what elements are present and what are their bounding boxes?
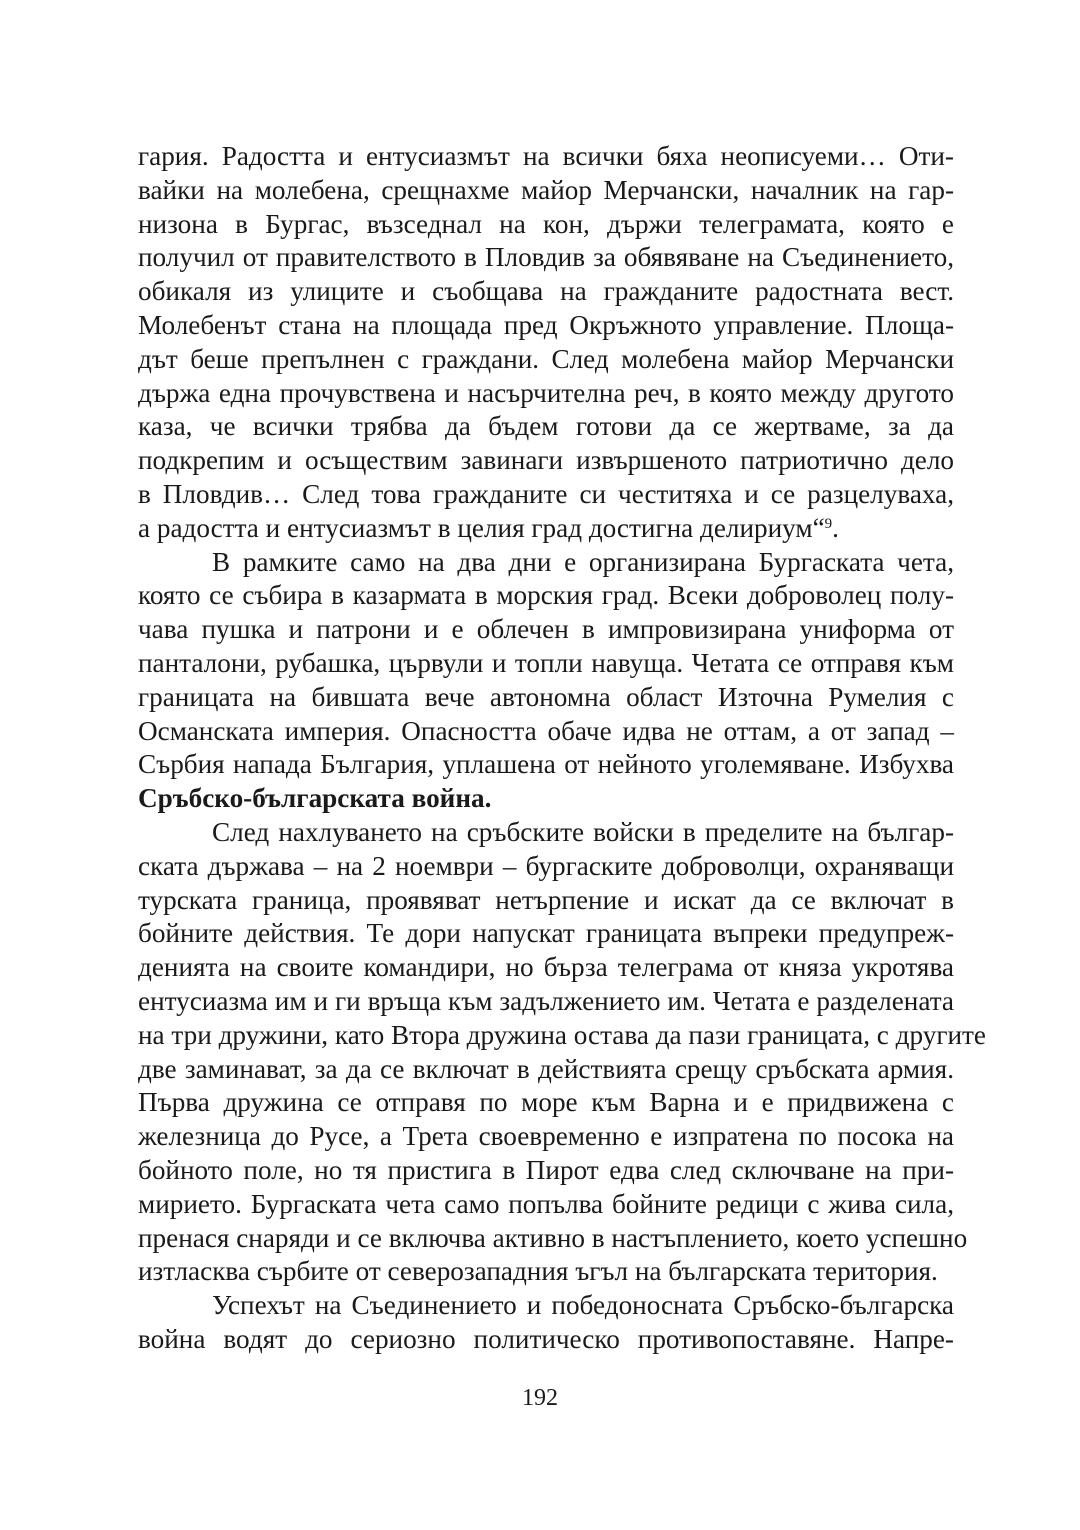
- paragraph-serbian-invasion: [138, 816, 986, 1289]
- text-line: железница до Русе, а Трета своевременно е изпратена по посока на: [138, 1121, 954, 1152]
- text-line: в Пловдив… След това гражданите си честитяха и се разцелуваха,: [138, 478, 954, 509]
- text-line: каза, че всички трябва да бъдем готови да се жертваме, за да: [138, 411, 954, 442]
- text-line: държа една прочувствена и насърчителна реч, в която между другото: [138, 377, 954, 408]
- text-line: на три дружини, като Втора дружина остава да пази границата, с другите: [138, 1019, 986, 1050]
- text-line: низона в Бургас, възседнал на кон, държи телеграмата, която е: [138, 208, 954, 239]
- text-line: Сърбия напада България, уплашена от нейното уголемяване. Избухва: [138, 749, 954, 780]
- page-number: 192: [522, 1385, 558, 1411]
- text-line: изтласква сърбите от северозападния ъгъл на българската територия.: [138, 1256, 938, 1287]
- text-line: ентусиазма им и ги връща към задължението им. Четата е разделената: [138, 985, 954, 1016]
- text-line: обикаля из улиците и съобщава на гражданите радостната вест.: [138, 276, 954, 307]
- paragraph-success: [138, 1289, 954, 1357]
- text-line: вайки на молебена, срещнахме майор Мерчански, началник на гар-: [138, 174, 954, 205]
- bold-heading-line: Сръбско-българската война.: [138, 783, 492, 814]
- paragraph-quote-continuation: [138, 140, 954, 546]
- text-line: две заминават, за да се включат в действията срещу сръбската армия.: [138, 1053, 954, 1084]
- text-line: В рамките само на два дни е организирана Бургаската чета,: [212, 546, 954, 577]
- text-line: мирието. Бургаската чета само попълва бойните редици с жива сила,: [138, 1188, 954, 1219]
- text-line: подкрепим и осъществим завинаги извършеното патриотично дело: [138, 445, 954, 476]
- text-line: денията на своите командири, но бърза телеграма от княза укротява: [138, 952, 954, 983]
- page-body: [138, 140, 986, 1357]
- text-line: бойното поле, но тя пристига в Пирот едва след сключване на при-: [138, 1154, 954, 1185]
- text-line: Първа дружина се отправя по море към Варна и е придвижена с: [138, 1087, 954, 1118]
- text-line: Молебенът стана на площада пред Окръжното управление. Площа-: [138, 309, 954, 340]
- text-line: турската граница, проявяват нетърпение и искат да се включат в: [138, 884, 954, 915]
- text-line: След нахлуването на сръбските войски в пределите на българ-: [212, 816, 954, 847]
- text-line: дът беше препълнен с граждани. След молебена майор Мерчански: [138, 343, 954, 374]
- text-line: бойните действия. Те дори напускат границата въпреки предупреж-: [138, 918, 954, 949]
- text-line: гария. Радостта и ентусиазмът на всички бяха неописуеми… Оти-: [138, 141, 954, 171]
- text-line: Успехът на Съединението и победоносната Сръбско-българска: [212, 1290, 954, 1321]
- text-line-content: а радостта и ентусиазмът в целия град достигна делириум“: [138, 512, 825, 543]
- text-line: ската държава – на 2 ноември – бургаските доброволци, охраняващи: [138, 850, 954, 881]
- text-line: пренася снаряди и се включва активно в настъплението, което успешно: [138, 1222, 968, 1253]
- text-line: война водят до сериозно политическо противопоставяне. Напре-: [138, 1323, 954, 1354]
- paragraph-burgas-cheta: [138, 546, 954, 816]
- footnote-marker: 9: [824, 515, 833, 532]
- text-line: Османската империя. Опасността обаче идва не оттам, а от запад –: [138, 715, 954, 746]
- text-line: а радостта и ентусиазмът в целия град достигна делириум“$^9$.: [138, 512, 839, 543]
- text-line: чава пушка и патрони и е облечен в импровизирана униформа от: [138, 614, 954, 645]
- text-line: която се събира в казармата в морския град. Всеки доброволец полу-: [138, 580, 954, 611]
- text-line: получил от правителството в Пловдив за обявяване на Съединението,: [138, 242, 954, 273]
- text-line: границата на бившата вече автономна област Източна Румелия с: [138, 681, 954, 712]
- text-line: панталони, рубашка, цървули и топли навуща. Четата се отправя към: [138, 647, 954, 678]
